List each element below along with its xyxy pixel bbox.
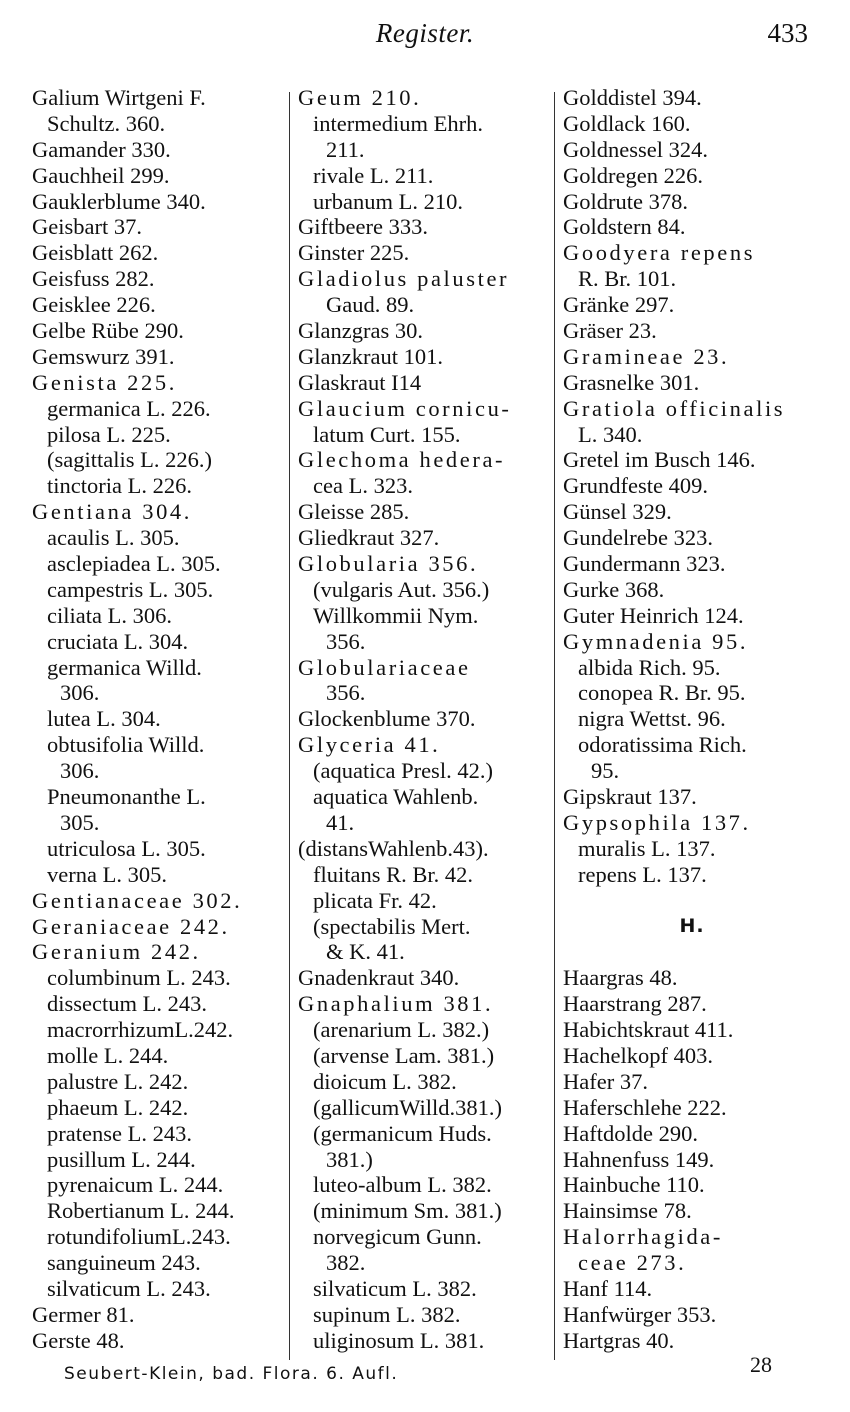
index-entry: 306.	[60, 680, 100, 706]
column-divider	[554, 92, 555, 1360]
index-entry: Grundfeste 409.	[563, 473, 708, 499]
index-entry: Glockenblume 370.	[298, 706, 476, 732]
index-entry: Hachelkopf 403.	[563, 1042, 713, 1068]
index-entry: campestris L. 305.	[47, 576, 214, 602]
index-entry: (arvense Lam. 381.)	[313, 1042, 495, 1068]
page-number: 433	[767, 18, 808, 48]
index-entry: cea L. 323.	[313, 473, 413, 499]
index-entry: Gurke 368.	[563, 576, 665, 602]
index-entry: luteo-album L. 382.	[313, 1172, 492, 1198]
index-entry: dissectum L. 243.	[47, 991, 207, 1017]
index-entry: 381.)	[326, 1146, 373, 1172]
index-entry: nigra Wettst. 96.	[578, 706, 726, 732]
index-entry: Golddistel 394.	[563, 85, 702, 110]
index-entry: odoratissima Rich.	[578, 732, 747, 758]
index-entry: silvaticum L. 243.	[47, 1275, 211, 1301]
index-entry: aquatica Wahlenb.	[313, 784, 479, 810]
index-entry: muralis L. 137.	[578, 835, 716, 861]
index-entry: Glechoma hedera-	[298, 447, 506, 473]
index-entry: pilosa L. 225.	[47, 421, 171, 447]
index-entry: (minimum Sm. 381.)	[313, 1198, 502, 1224]
index-entry: Genista 225.	[32, 369, 177, 395]
index-entry: Gliedkraut 327.	[298, 525, 440, 551]
index-entry: Günsel 329.	[563, 499, 672, 525]
index-entry: & K. 41.	[326, 939, 405, 965]
index-entry: 306.	[60, 758, 100, 784]
index-entry: Schultz. 360.	[47, 110, 166, 136]
index-entry: dioicum L. 382.	[313, 1068, 457, 1094]
index-entry: Germer 81.	[32, 1301, 135, 1327]
index-entry: tinctoria L. 226.	[47, 473, 192, 499]
index-entry: R. Br. 101.	[578, 266, 677, 292]
index-entry: fluitans R. Br. 42.	[313, 861, 474, 887]
index-entry: Gratiola officinalis	[563, 395, 786, 421]
index-entry: Galium Wirtgeni F.	[32, 85, 206, 110]
index-entry: (distansWahlenb.43).	[298, 835, 489, 861]
footer-imprint: Seubert-Klein, bad. Flora. 6. Aufl.	[64, 1364, 399, 1384]
index-entry: Hainbuche 110.	[563, 1172, 705, 1198]
index-entry: Goldnessel 324.	[563, 136, 708, 162]
index-entry: molle L. 244.	[47, 1042, 169, 1068]
index-entry: 95.	[591, 758, 620, 784]
index-entry: Glanzkraut 101.	[298, 343, 443, 369]
index-entry: obtusifolia Willd.	[47, 732, 205, 758]
index-entry: Halorrhagida-	[563, 1224, 723, 1250]
index-entry: (spectabilis Mert.	[313, 913, 471, 939]
index-entry: Robertianum L. 244.	[47, 1198, 235, 1224]
index-entry: Geisbart 37.	[32, 214, 142, 240]
index-entry: Gnadenkraut 340.	[298, 965, 460, 991]
index-entry: pusillum L. 244.	[47, 1146, 196, 1172]
index-entry: Hanfwürger 353.	[563, 1301, 717, 1327]
index-entry: Willkommii Nym.	[313, 602, 479, 628]
index-entry: Haferschlehe 222.	[563, 1094, 727, 1120]
index-entry: Gypsophila 137.	[563, 809, 751, 835]
index-entry: Gentiana 304.	[32, 499, 193, 525]
index-entry: phaeum L. 242.	[47, 1094, 189, 1120]
index-entry: palustre L. 242.	[47, 1068, 189, 1094]
index-entry: Gamander 330.	[32, 136, 171, 162]
index-entry: Geraniaceae 242.	[32, 913, 230, 939]
index-entry: L. 340.	[578, 421, 643, 447]
index-entry: macrorrhizumL.242.	[47, 1017, 234, 1043]
index-entry: Globularia 356.	[298, 551, 479, 577]
index-entry: silvaticum L. 382.	[313, 1275, 477, 1301]
index-entry: pratense L. 243.	[47, 1120, 192, 1146]
index-entry: Gauchheil 299.	[32, 162, 170, 188]
index-entry: Gnaphalium 381.	[298, 991, 494, 1017]
index-entry: utriculosa L. 305.	[47, 835, 206, 861]
index-entry: rivale L. 211.	[313, 162, 434, 188]
index-entry: (vulgaris Aut. 356.)	[313, 576, 490, 602]
index-entry: (sagittalis L. 226.)	[47, 447, 212, 473]
index-entry: Goldlack 160.	[563, 110, 691, 136]
index-entry: 356.	[326, 628, 366, 654]
index-entry: Goldregen 226.	[563, 162, 703, 188]
index-entry: Goodyera repens	[563, 240, 756, 266]
index-entry: Haargras 48.	[563, 965, 678, 991]
index-entry: columbinum L. 243.	[47, 965, 231, 991]
index-entry: Goldrute 378.	[563, 188, 688, 214]
index-entry: Grasnelke 301.	[563, 369, 700, 395]
index-entry: Gladiolus paluster	[298, 266, 510, 292]
page-header-title: Register.	[375, 18, 475, 48]
index-entry: Hainsimse 78.	[563, 1198, 692, 1224]
index-entry: (aquatica Presl. 42.)	[313, 758, 493, 784]
index-entry: (arenarium L. 382.)	[313, 1017, 490, 1043]
signature-mark: 28	[750, 1352, 772, 1377]
index-entry: (germanicum Huds.	[313, 1120, 492, 1146]
index-entry: 305.	[60, 809, 100, 835]
index-entry: Gundelrebe 323.	[563, 525, 713, 551]
index-entry: Globulariaceae	[298, 654, 471, 680]
blank-line	[563, 939, 821, 965]
index-entry: Hahnenfuss 149.	[563, 1146, 715, 1172]
index-entry: Geisklee 226.	[32, 292, 156, 318]
index-entry: Hartgras 40.	[563, 1327, 675, 1353]
index-entry: Gramineae 23.	[563, 343, 730, 369]
index-column-3	[563, 85, 821, 1354]
index-entry: Gelbe Rübe 290.	[32, 318, 184, 344]
index-entry: Glaskraut I14	[298, 369, 422, 395]
index-entry: Gretel im Busch 146.	[563, 447, 756, 473]
index-entry: Gränke 297.	[563, 292, 675, 318]
index-entry: Glanzgras 30.	[298, 318, 423, 344]
index-entry: sanguineum 243.	[47, 1250, 201, 1276]
index-entry: urbanum L. 210.	[313, 188, 463, 214]
section-heading: H.	[679, 914, 705, 937]
index-entry: repens L. 137.	[578, 861, 707, 887]
index-entry: Habichtskraut 411.	[563, 1017, 734, 1043]
index-column-1	[32, 85, 294, 1354]
index-entry: Gymnadenia 95.	[563, 628, 749, 654]
index-entry: Ginster 225.	[298, 240, 410, 266]
index-entry: Geisblatt 262.	[32, 240, 159, 266]
index-entry: asclepiadea L. 305.	[47, 551, 221, 577]
index-entry: supinum L. 382.	[313, 1301, 461, 1327]
index-entry: Gaud. 89.	[326, 292, 415, 318]
index-entry: Glaucium cornicu-	[298, 395, 512, 421]
index-entry: 41.	[326, 809, 355, 835]
index-entry: Haarstrang 287.	[563, 991, 707, 1017]
index-entry: norvegicum Gunn.	[313, 1224, 482, 1250]
index-entry: (gallicumWilld.381.)	[313, 1094, 503, 1120]
index-entry: Gipskraut 137.	[563, 784, 697, 810]
index-entry: uliginosum L. 381.	[313, 1327, 485, 1353]
index-entry: pyrenaicum L. 244.	[47, 1172, 224, 1198]
index-entry: Pneumonanthe L.	[47, 784, 206, 810]
index-entry: latum Curt. 155.	[313, 421, 461, 447]
index-entry: Gentianaceae 302.	[32, 887, 243, 913]
index-entry: Gauklerblume 340.	[32, 188, 206, 214]
index-entry: Gemswurz 391.	[32, 343, 175, 369]
index-entry: Gerste 48.	[32, 1327, 125, 1353]
index-entry: 211.	[326, 136, 365, 162]
index-entry: Hafer 37.	[563, 1068, 648, 1094]
index-entry: Geisfuss 282.	[32, 266, 155, 292]
index-entry: Geum 210.	[298, 85, 422, 110]
index-entry: acaulis L. 305.	[47, 525, 180, 551]
index-entry: plicata Fr. 42.	[313, 887, 437, 913]
blank-line	[563, 888, 821, 914]
index-entry: 382.	[326, 1250, 366, 1276]
index-entry: cruciata L. 304.	[47, 628, 189, 654]
index-column-2	[298, 85, 556, 1354]
index-entry: Guter Heinrich 124.	[563, 602, 744, 628]
index-entry: verna L. 305.	[47, 861, 167, 887]
index-entry: intermedium Ehrh.	[313, 110, 483, 136]
index-entry: Haftdolde 290.	[563, 1120, 698, 1146]
index-entry: rotundifoliumL.243.	[47, 1224, 231, 1250]
index-entry: Gleisse 285.	[298, 499, 410, 525]
index-entry: Giftbeere 333.	[298, 214, 428, 240]
index-entry: Geranium 242.	[32, 939, 201, 965]
index-entry: ciliata L. 306.	[47, 602, 172, 628]
index-entry: 356.	[326, 680, 366, 706]
index-entry: lutea L. 304.	[47, 706, 161, 732]
index-entry: Gräser 23.	[563, 318, 657, 344]
index-entry: conopea R. Br. 95.	[578, 680, 746, 706]
index-entry: ceae 273.	[578, 1250, 687, 1276]
index-entry: germanica L. 226.	[47, 395, 211, 421]
index-entry: albida Rich. 95.	[578, 654, 721, 680]
index-entry: Glyceria 41.	[298, 732, 441, 758]
index-entry: germanica Willd.	[47, 654, 202, 680]
index-entry: Goldstern 84.	[563, 214, 686, 240]
index-entry: Hanf 114.	[563, 1275, 653, 1301]
index-entry: Gundermann 323.	[563, 551, 726, 577]
column-divider	[289, 92, 290, 1360]
